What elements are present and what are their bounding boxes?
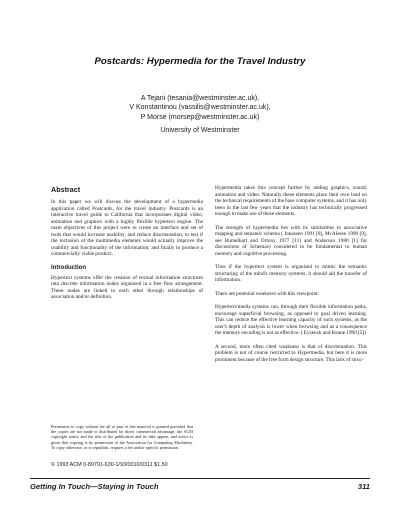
abstract-heading: Abstract <box>51 185 81 194</box>
abstract-text: In this paper we will discuss the development of a hypermedia application called Postcards, for the travel industry. Postcards is an interactive travel guide to California that incorporates digital video, animation and graphics with a highly flexible hypertext engine. The main objectives of this project were to create an interface and set of tools that would increase usability, and reduce disorientation; to test if the inclusion of the multimedia elements would actually improve the usability and functionality of the information; and finally to produce a commercially viable product. <box>51 199 203 257</box>
body-paragraph: The strength of hypermedia lies with its similarities to associative mapping and semantic schema ( Jonassen 1991 [8], McAleese 1990 [9], see Rumelhart and Ortony 1977 [11] and Anderson 1980 [1] for discussions of Schemas) considered to be fundamental to human memory and cognitive processing. <box>215 224 367 257</box>
body-paragraph: Hypermedia takes this concept further by adding graphics, sound, animation and video. Naturally these elements place their own load on the technical requirements of the base computer systems, and it has only been in the last few years that the industry has technically progressed enough to make use of these elements. <box>215 185 367 217</box>
introduction-heading: Introduction <box>51 264 86 271</box>
body-paragraph: There are potential weakness with this viewpoint: <box>215 290 320 297</box>
copyright-line: © 1993 ACM 0-89791-630-1/93/0010/0311 $1.50 <box>51 462 168 468</box>
body-paragraph: Thus if the hypertext system is organised to mimic the semantic structuring of the mind's memory systems, it should aid the transfer of information. <box>215 264 367 283</box>
body-paragraph: A second, more often cited weakness is that of disorientation. This problem is not of course restricted to Hypermedia, but here it is more prominent because of the free form design structure. This lack of struc- <box>215 343 367 363</box>
affiliation: University of Westminster <box>160 127 240 134</box>
author-line: P Morse (morsep@westminster.ac.uk) <box>140 113 260 121</box>
page-number: 311 <box>357 482 370 491</box>
right-column <box>215 185 367 370</box>
paper-title: Postcards: Hypermedia for the Travel Industry <box>94 56 306 67</box>
author-line: A Tejani (tesania@westminster.ac.uk), <box>140 95 260 102</box>
author-list <box>0 94 400 122</box>
left-column <box>51 185 203 308</box>
footer-divider <box>30 478 370 479</box>
running-footer: Getting In Touch—Staying in Touch <box>30 482 159 491</box>
introduction-text: Hypertext systems offer the creation of textual information structures into discrete information nodes organised in a free flow arrangement. These nodes are linked to each other through relationships of association and/or definition. <box>51 274 203 300</box>
body-paragraph: Hypertext/media systems can, through their flexible information paths, encourage superficial browsing, as opposed to goal driven learning. This can reduce the effective learning capacity of such systems, as the user's depth of analysis is lower when browsing and as a consequence the memory encoding is not as effective. ( Eysenck and Keane 1990 [5]) <box>215 304 367 336</box>
permission-notice: Permission to copy without fee all or part of this material is granted provided that the copies are not made or distributed for direct commercial advantage, the ACM copyright notice and the title of the publication and its date appear, and notice is given that copying is by permission of the Association for Computing Machinery. To copy otherwise, or to republish, requires a fee and/or specific permission. <box>51 424 193 450</box>
author-line: V Konstantinou (vassilis@westminster.ac.uk), <box>129 104 271 112</box>
